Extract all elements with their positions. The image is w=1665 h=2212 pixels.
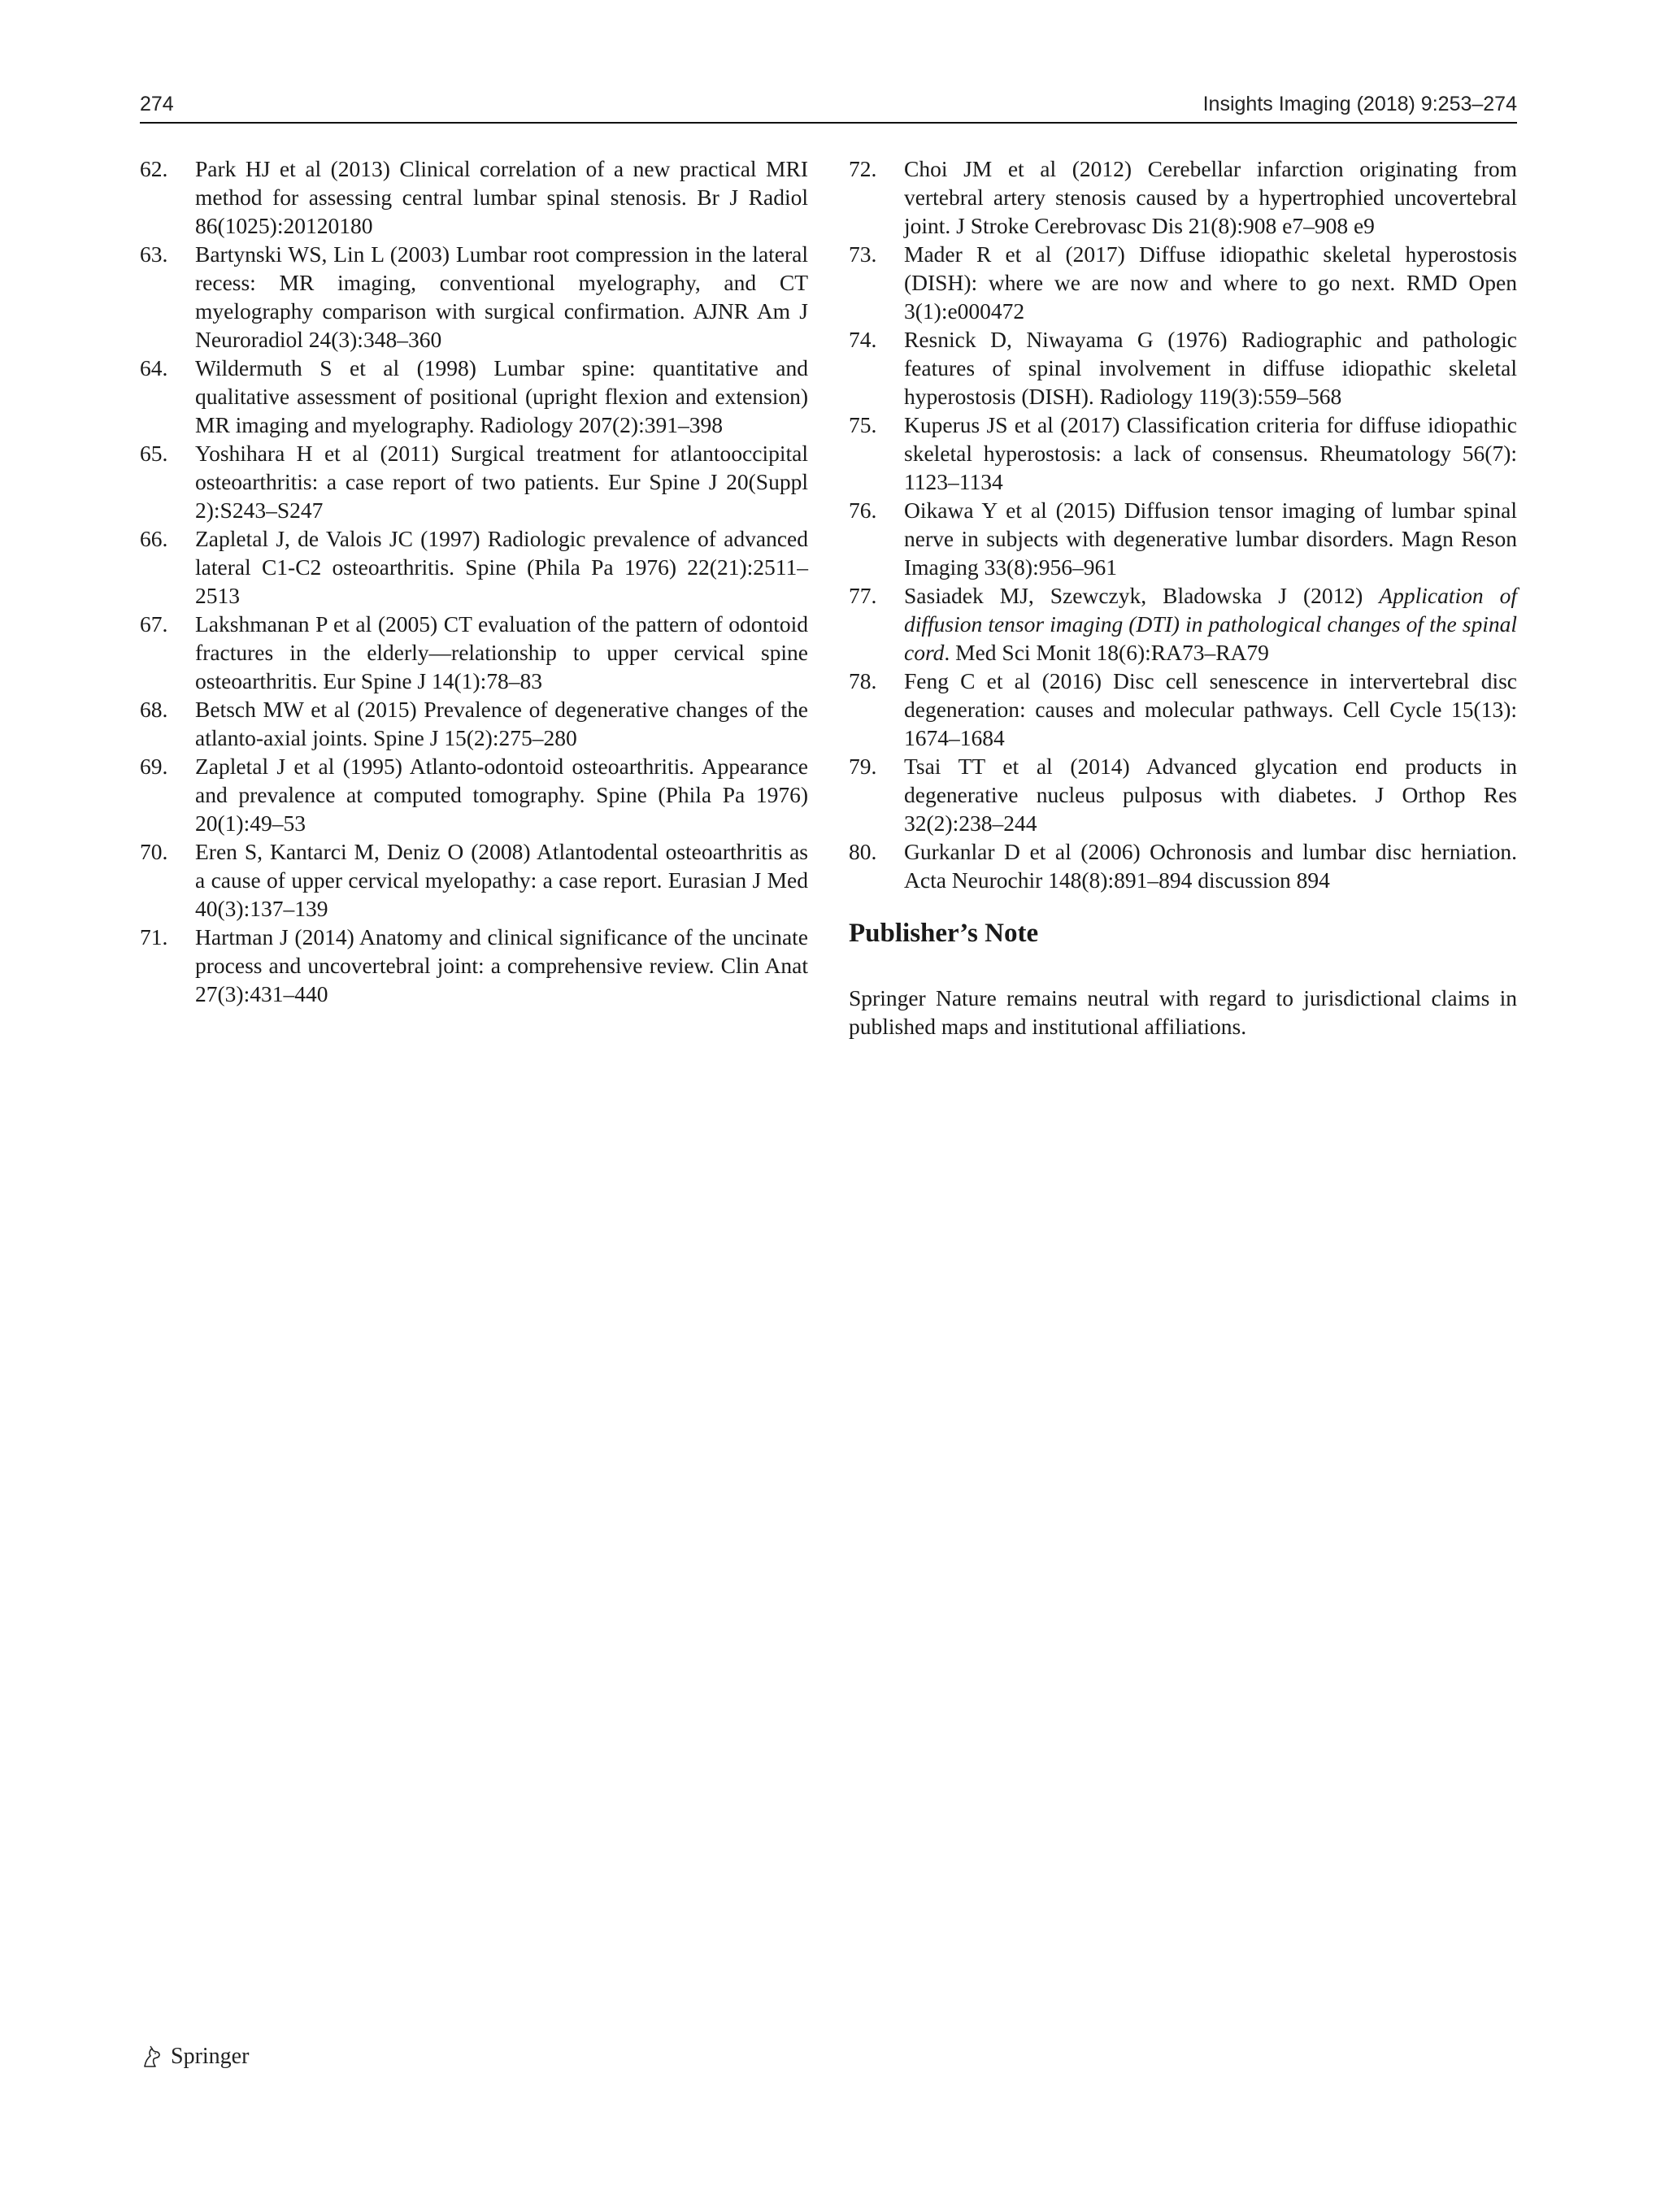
reference-text: Kuperus JS et al (2017) Classification criteria for diffuse idiopathic skeletal hyperostosis: a lack of consensus. Rheumatology 56(7): 1123–1134 bbox=[904, 412, 1517, 494]
reference-text: Tsai TT et al (2014) Advanced glycation end products in degenerative nucleus pulposus with diabetes. J Orthop Res 32(2):238–244 bbox=[904, 754, 1517, 836]
reference-item bbox=[140, 837, 808, 923]
reference-text: Park HJ et al (2013) Clinical correlation of a new practical MRI method for assessing central lumbar spinal stenosis. Br J Radiol 86(1025):20120180 bbox=[195, 156, 808, 238]
reference-text: Resnick D, Niwayama G (1976) Radiographic and pathologic features of spinal involvement in diffuse idiopathic skeletal hyperostosis (DISH). Radiology 119(3):559–568 bbox=[904, 327, 1517, 409]
reference-item bbox=[140, 610, 808, 695]
reference-number: 78. bbox=[849, 668, 877, 693]
reference-number: 77. bbox=[849, 583, 877, 608]
reference-item bbox=[140, 354, 808, 439]
page-number: 274 bbox=[140, 93, 174, 115]
publishers-note-heading: Publisher’s Note bbox=[849, 919, 1039, 948]
reference-text: Feng C et al (2016) Disc cell senescence in intervertebral disc degeneration: causes and molecular pathways. Cell Cycle 15(13): 1674–1684 bbox=[904, 668, 1517, 750]
reference-number: 63. bbox=[140, 241, 168, 267]
reference-text-title-italic: Application of diffusion tensor imaging (DTI) in pathological changes of the spinal cord bbox=[904, 583, 1517, 665]
reference-number: 69. bbox=[140, 754, 168, 779]
running-header bbox=[140, 89, 1517, 122]
reference-text: Eren S, Kantarci M, Deniz O (2008) Atlantodental osteoarthritis as a cause of upper cervical myelopathy: a case report. Eurasian J Med 40(3):137–139 bbox=[195, 839, 808, 921]
header-rule bbox=[140, 122, 1517, 124]
reference-text: Hartman J (2014) Anatomy and clinical significance of the uncinate process and uncovertebral joint: a comprehensive review. Clin Anat 27(3):431–440 bbox=[195, 924, 808, 1006]
reference-text: Gurkanlar D et al (2006) Ochronosis and lumbar disc herniation. Acta Neurochir 148(8):891–894 discussion 894 bbox=[904, 839, 1517, 893]
reference-item bbox=[140, 154, 808, 240]
publishers-note-body: Springer Nature remains neutral with regard to jurisdictional claims in published maps and institutional affiliations. bbox=[849, 985, 1517, 1039]
reference-number: 80. bbox=[849, 839, 877, 864]
reference-text: Wildermuth S et al (1998) Lumbar spine: quantitative and qualitative assessment of positional (upright flexion and extension) MR imaging and myelography. Radiology 207(2):391–398 bbox=[195, 355, 808, 437]
reference-text bbox=[904, 583, 1517, 665]
reference-text: Oikawa Y et al (2015) Diffusion tensor imaging of lumbar spinal nerve in subjects with degenerative lumbar disorders. Magn Reson Imaging 33(8):956–961 bbox=[904, 498, 1517, 580]
reference-item bbox=[140, 439, 808, 524]
reference-text: Choi JM et al (2012) Cerebellar infarction originating from vertebral artery stenosis caused by a hypertrophied uncovertebral joint. J Stroke Cerebrovasc Dis 21(8):908 e7–908 e9 bbox=[904, 156, 1517, 238]
reference-text: Yoshihara H et al (2011) Surgical treatment for atlantooccipital osteoarthritis: a case report of two patients. Eur Spine J 20(Suppl 2):S243–S247 bbox=[195, 441, 808, 523]
reference-number: 76. bbox=[849, 498, 877, 523]
reference-number: 75. bbox=[849, 412, 877, 437]
reference-item bbox=[849, 837, 1517, 894]
reference-item bbox=[140, 752, 808, 837]
reference-item bbox=[140, 524, 808, 610]
reference-number: 72. bbox=[849, 156, 877, 181]
publisher-name: Springer bbox=[171, 2044, 250, 2069]
reference-text: Betsch MW et al (2015) Prevalence of degenerative changes of the atlanto-axial joints. Spine J 15(2):275–280 bbox=[195, 697, 808, 750]
reference-item bbox=[849, 496, 1517, 581]
springer-horse-icon bbox=[140, 2045, 164, 2069]
reference-text: Lakshmanan P et al (2005) CT evaluation of the pattern of odontoid fractures in the elderly—relationship to upper cervical spine osteoarthritis. Eur Spine J 14(1):78–83 bbox=[195, 611, 808, 693]
reference-number: 79. bbox=[849, 754, 877, 779]
reference-number: 66. bbox=[140, 526, 168, 551]
reference-number: 68. bbox=[140, 697, 168, 722]
publisher-footer bbox=[140, 2040, 249, 2073]
reference-item bbox=[849, 325, 1517, 411]
reference-item bbox=[849, 667, 1517, 752]
reference-item bbox=[140, 240, 808, 354]
reference-item bbox=[849, 411, 1517, 496]
reference-item bbox=[140, 695, 808, 752]
reference-number: 71. bbox=[140, 924, 168, 950]
reference-text: Zapletal J et al (1995) Atlanto-odontoid osteoarthritis. Appearance and prevalence at computed tomography. Spine (Phila Pa 1976) 20(1):49–53 bbox=[195, 754, 808, 836]
reference-text: Mader R et al (2017) Diffuse idiopathic skeletal hyperostosis (DISH): where we are now and where to go next. RMD Open 3(1):e000472 bbox=[904, 241, 1517, 324]
journal-citation: Insights Imaging (2018) 9:253–274 bbox=[1202, 93, 1517, 115]
reference-item bbox=[849, 240, 1517, 325]
reference-item bbox=[849, 581, 1517, 667]
reference-number: 62. bbox=[140, 156, 168, 181]
reference-text: Bartynski WS, Lin L (2003) Lumbar root compression in the lateral recess: MR imaging, conventional myelography, and CT myelography comparison with surgical confirmation. AJNR Am J Neuroradiol 24(3):348–360 bbox=[195, 241, 808, 352]
reference-item bbox=[849, 154, 1517, 240]
reference-item bbox=[140, 923, 808, 1008]
reference-number: 74. bbox=[849, 327, 877, 352]
reference-number: 64. bbox=[140, 355, 168, 380]
reference-text-authors: Sasiadek MJ, Szewczyk, Bladowska J (2012) bbox=[904, 583, 1380, 608]
reference-number: 73. bbox=[849, 241, 877, 267]
references-right-column bbox=[849, 154, 1517, 894]
reference-number: 65. bbox=[140, 441, 168, 466]
references-left-column bbox=[140, 154, 808, 1008]
reference-text-source: . Med Sci Monit 18(6):RA73–RA79 bbox=[944, 640, 1269, 665]
reference-number: 67. bbox=[140, 611, 168, 637]
reference-number: 70. bbox=[140, 839, 168, 864]
reference-text: Zapletal J, de Valois JC (1997) Radiologic prevalence of advanced lateral C1-C2 osteoarthritis. Spine (Phila Pa 1976) 22(21):2511–2513 bbox=[195, 526, 808, 608]
reference-item bbox=[849, 752, 1517, 837]
